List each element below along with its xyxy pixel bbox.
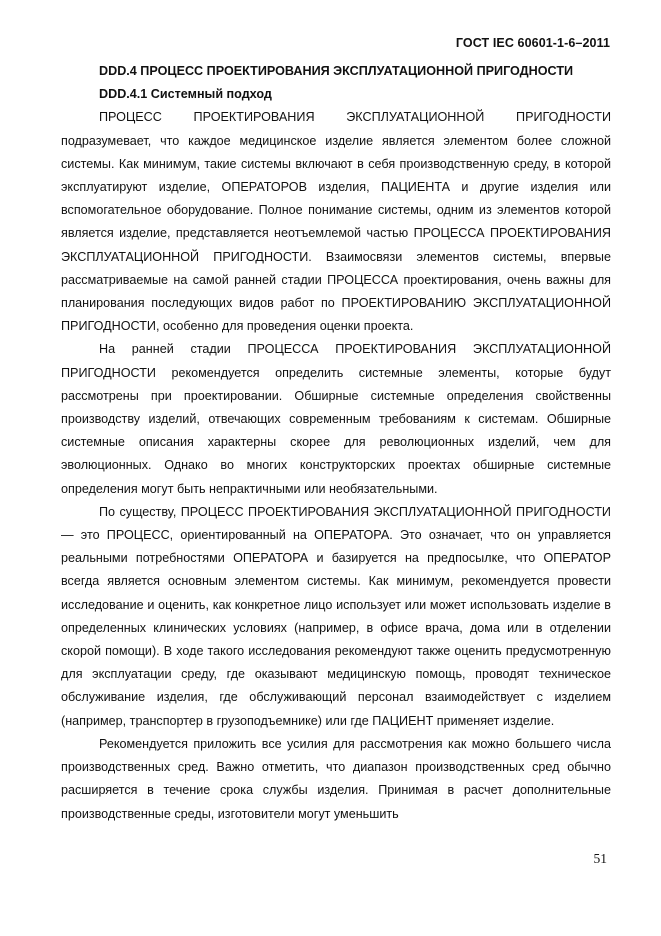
- subsection-title: DDD.4.1 Системный подход: [99, 87, 272, 102]
- paragraph-2: На ранней стадии ПРОЦЕССА ПРОЕКТИРОВАНИЯ ЭКСПЛУАТАЦИОННОЙ ПРИГОДНОСТИ рекомендуется определить системные элементы, которые будут рассмотрены при проектировании. Обширные системные определения свойственны производству изделий, отвечающих современным требованиям к системам. Обширные системные описания характерны скорее для революционных изделий, чем для эволюционных. Однако во многих конструкторских проектах обширные системные определения могут быть непрактичными или необязательными.: [61, 342, 611, 496]
- standard-code-header: ГОСТ IEC 60601-1-6–2011: [455, 36, 610, 50]
- paragraph-3: По существу, ПРОЦЕСС ПРОЕКТИРОВАНИЯ ЭКСПЛУАТАЦИОННОЙ ПРИГОДНОСТИ — это ПРОЦЕСС, ориентированный на ОПЕРАТОРА. Это означает, что он управляется реальными потребностями ОПЕРАТОРА и базируется на предпосылке, что ОПЕРАТОР всегда является основным элементом системы. Как минимум, рекомендуется провести исследование и оценить, как конкретное лицо использует или может использовать изделие в определенных клинических условиях (например, в офисе врача, дома или в отделении скорой помощи). В ходе такого исследования рекомендуют также оценить предусмотренную для эксплуатации среду, где оказывают медицинскую помощь, проводят техническое обслуживание изделия, где обслуживающий персонал взаимодействует с изделием (например, транспортер в грузоподъемнике) или где ПАЦИЕНТ применяет изделие.: [61, 504, 611, 728]
- paragraph-1: ПРОЦЕСС ПРОЕКТИРОВАНИЯ ЭКСПЛУАТАЦИОННОЙ ПРИГОДНОСТИ подразумевает, что каждое медицинское изделие является элементом более сложной системы. Как минимум, такие системы включают в себя производственную среду, в которой эксплуатируют изделие, ОПЕРАТОРОВ изделия, ПАЦИЕНТА и другие изделия или вспомогательное оборудование. Полное понимание системы, одним из элементов которой является изделие, представляется неотъемлемой частью ПРОЦЕССА ПРОЕКТИРОВАНИЯ ЭКСПЛУАТАЦИОННОЙ ПРИГОДНОСТИ. Взаимосвязи элементов системы, впервые рассматриваемые на самой ранней стадии ПРОЦЕССА проектирования, очень важны для планирования последующих видов работ по ПРОЕКТИРОВАНИЮ ЭКСПЛУАТАЦИОННОЙ ПРИГОДНОСТИ, особенно для проведения оценки проекта.: [61, 110, 611, 334]
- section-title: DDD.4 ПРОЦЕСС ПРОЕКТИРОВАНИЯ ЭКСПЛУАТАЦИОННОЙ ПРИГОДНОСТИ: [99, 64, 574, 78]
- paragraph-4: Рекомендуется приложить все усилия для рассмотрения как можно большего числа производственных сред. Важно отметить, что диапазон производственных сред обычно расширяется в течение срока службы изделия. Принимая в расчет дополнительные производственные среды, изготовители могут уменьшить: [61, 736, 611, 821]
- document-body: [61, 60, 611, 826]
- page-number: 51: [593, 851, 607, 866]
